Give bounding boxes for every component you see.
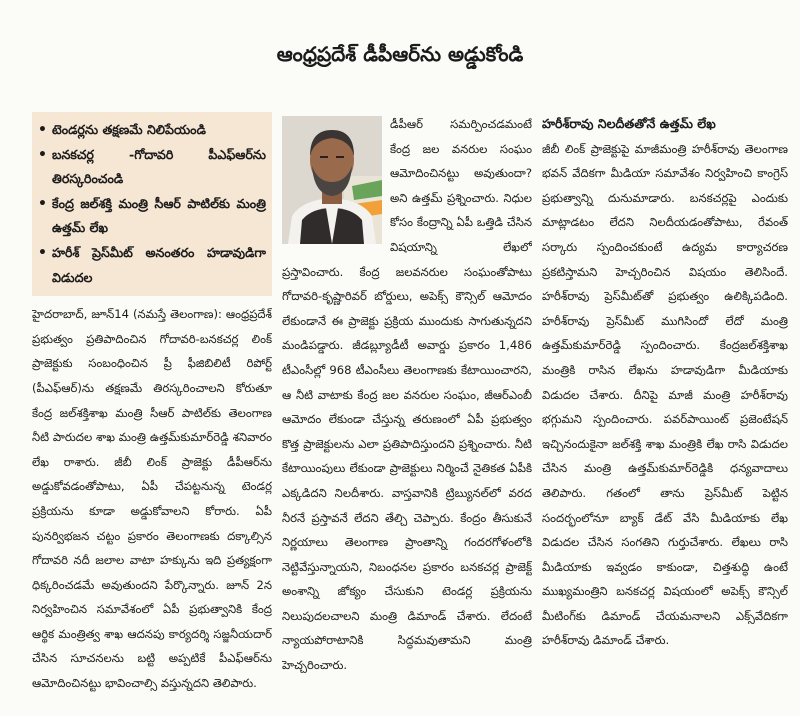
bullet-icon: • (38, 122, 47, 138)
body-paragraph-2: డీపీఆర్ సమర్పించడమంటే కేంద్ర జల వనరుల సంఘం ఆమోదించినట్టు అవుతుందా? అని ఉత్తమ్ ప్రశ్నించారు. నిధుల కోసం కేంద్రాన్ని ఏపీ ఒత్తిడి చేసిన విషయాన్ని లేఖలో ప్రస్తావించారు. కేంద్ర జలవనరుల సంఘంతోపాటు గోదావరి-కృష్ణారివర్ బోర్డులు, అపెక్స్ కౌన్సిల్ ఆమోదం లేకుండానే ఈ ప్రాజెక్టు ప్రక్రియ ముందుకు సాగుతున్నదని మండిపడ్డారు. జీడబ్ల్యూడీటీ అవార్డు ప్రకారం 1,486 టీఎంసీల్లో 968 టీఎంసీలు తెలంగాణకు కేటాయించారని, ఆ నీటి వాటాకు కేంద్ర జల వనరుల సంఘం, జీఆర్ఎంబీ ఆమోదం లేకుండా చేస్తున్న తరుణంలో ఏపీ ప్రభుత్వం కొత్త ప్రాజెక్టులను ఎలా ప్రతిపాదిస్తుందని ప్రశ్నించారు. నీటి కేటాయింపులు లేకుండా ప్రాజెక్టులు నిర్మించే నైతికత ఏపీకి ఎక్కడిదని నిలదీశారు. వాస్తవానికి ట్రిబ్యునల్‌లో వరద నీరనే ప్రస్తావనే లేదని తేల్చి చెప్పారు. కేంద్రం తీసుకునే నిర్ణయాలు తెలంగాణ ప్రాంతాన్ని గందరగోళంలోకి నెట్టివేస్తున్నాయని, నిబంధనల ప్రకారం బనకచర్ల ప్రాజెక్ట్ అంశాన్ని జోక్యం చేసుకుని టెండర్ల ప్రక్రియను నిలుపుదలచాలని మంత్రి డిమాండ్ చేశారు. లేదంటే న్యాయపోరాటానికి సిద్ధమవుతామని మంత్రి హెచ్చరించారు. (282, 117, 532, 673)
bullet-icon: • (38, 146, 47, 163)
headline: ఆంధ్రప్రదేశ్ డీపీఆర్‌ను అడ్డుకోండి (276, 41, 524, 66)
column-2 (282, 112, 532, 712)
highlight-text: కేంద్ర జల్‌శక్తి మంత్రి సీఆర్ పాటిల్‌కు మంత్రి ఉత్తమ్ లేఖ (52, 195, 266, 236)
bullet-icon: • (38, 195, 47, 212)
subheading: హరీశ్‌రావు నిలదీతతోనే ఉత్తమ్ లేఖ (542, 116, 716, 131)
body-paragraph-1: హైదరాబాద్, జూన్14 (నమస్తే తెలంగాణ): ఆంధ్రప్రదేశ్ ప్రభుత్వం ప్రతిపాదించిన గోదావరి-బనకచర్ల లింక్ ప్రాజెక్టుకు సంబంధించిన ప్రీ ఫీజిబిలిటీ రిపోర్ట్ (పీఎఫ్ఆర్)ను తక్షణమే తిరస్కరించాలని కోరుతూ కేంద్ర జల్‌శక్తిశాఖ మంత్రి సీఆర్ పాటిల్‌కు తెలంగాణ నీటి పారుదల శాఖ మంత్రి ఉత్తమ్‌కుమార్‌రెడ్డి శనివారం లేఖ రాశారు. జీబీ లింక్ ప్రాజెక్టు డీపీఆర్‌ను అడ్డుకోవడంతోపాటు, ఏపీ చేపట్టనున్న టెండర్ల ప్రక్రియను కూడా అడ్డుకోవాలని కోరారు. ఏపీ పునర్విభజన చట్టం ప్రకారం తెలంగాణకు దక్కాల్సిన గోదావరి నదీ జలాల వాటా హక్కును ఇది ప్రత్యక్షంగా ధిక్కరించడమే అవుతుందని పేర్కొన్నారు. జూన్ 2న నిర్వహించిన సమావేశంలో ఏపీ ప్రభుత్వానికి కేంద్ర ఆర్థిక మంత్రిత్వ శాఖ ఆదనపు కార్యదర్శి సజ్జనీయదార్ చేసిన సూచనలను బట్టి అప్పటికే పీఎఫ్ఆర్‌ను ఆమోదించినట్టు భావించాల్సి వస్తున్నదని తెలిపారు. (32, 307, 272, 691)
highlight-text: టెండర్లను తక్షణమే నిలిపేయండి (52, 122, 206, 137)
body-paragraph-3: జీబీ లింక్ ప్రాజెక్టుపై మాజీమంత్రి హరీశ్‌రావు తెలంగాణ భవన్ వేదికగా మీడియా సమావేశం నిర్వహించి కాంగ్రెస్ ప్రభుత్వాన్ని దునుమాడారు. బనకచర్లపై ఎందుకు మాట్లాడటం లేదని నిలదీయడంతోపాటు, రేవంత్ సర్కారు స్పందించకుంటే ఉద్యమ కార్యాచరణ ప్రకటిస్తామని హెచ్చరించిన విషయం తెలిసిందే. హరీశ్‌రావు ప్రెస్‌మీట్‌తో ప్రభుత్వం ఉలిక్కిపడింది. హరీశ్‌రావు ప్రెస్‌మీట్ ముగిసిందో లేదో మంత్రి ఉత్తమ్‌కుమార్‌రెడ్డి స్పందించారు. కేంద్రజల్‌శక్తిశాఖ మంత్రికి రాసిన లేఖను హడావుడిగా మీడియాకు విడుదల చేశారు. దీనిపై మాజీ మంత్రి హరీశ్‌రావు భగ్గుమని స్పందించారు. పవర్‌పాయింట్ ప్రజెంటేషన్ ఇచ్చినందుకైనా జల్‌శక్తి శాఖ మంత్రికి లేఖ రాసి విడుదల చేసిన మంత్రి ఉత్తమ్‌కుమార్‌రెడ్డికి ధన్యవాదాలు తెలిపారు. గతంలో తాను ప్రెస్‌మీట్ పెట్టిన సందర్భంలోనూ బ్యాక్ డేట్ వేసి మీడియాకు లేఖ విడుదల చేసిన సంగతిని గుర్తుచేశారు. లేఖలు రాసి మీడియాకు ఇవ్వడం కాకుండా, చిత్తశుద్ధి ఉంటే ముఖ్యమంత్రిని బనకచర్ల విషయంలో అపెక్స్ కౌన్సిల్ మీటింగ్‌కు డిమాండ్ చేయమనాలని ఎక్స్‌వేదికగా హరీశ్‌రావు డిమాండ్ చేశారు. (542, 141, 788, 648)
column-1 (32, 112, 272, 712)
highlight-item (38, 241, 266, 290)
highlight-item (38, 192, 266, 241)
highlight-item (38, 143, 266, 192)
highlight-item (38, 118, 266, 143)
column-3 (542, 112, 788, 712)
portrait-photo (282, 116, 382, 244)
highlight-text: హరీశ్ ప్రెస్‌మీట్ అనంతరం హడావుడిగా విడుదల (52, 244, 266, 285)
highlights-box (32, 112, 272, 296)
bullet-icon: • (38, 244, 47, 261)
highlight-text: బనకచర్ల -గోదావరి పీఎఫ్ఆర్‌ను తిరస్కరించండి (52, 146, 266, 187)
